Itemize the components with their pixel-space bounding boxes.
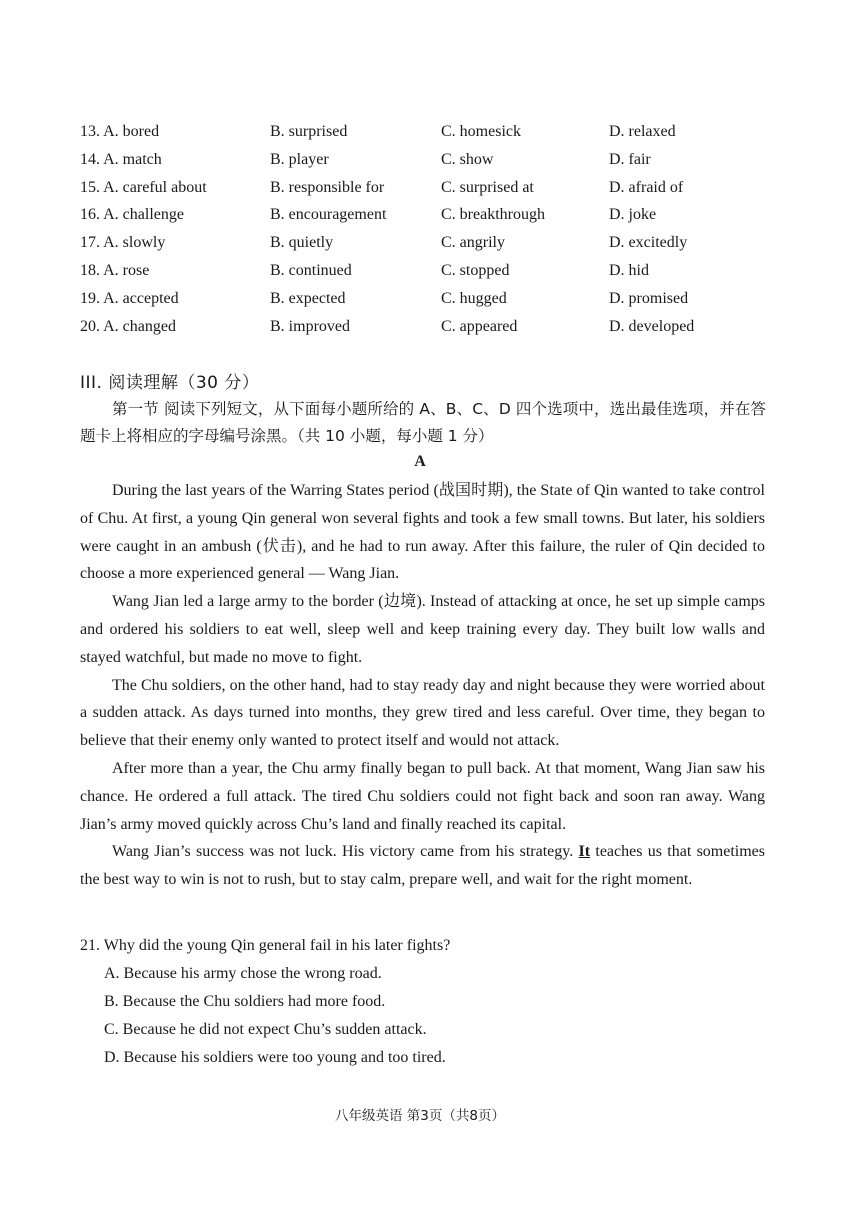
passage-paragraph-1: During the last years of the Warring States period (战国时期), the State of Qin wanted to take control of Chu. At first, a young Qin general won several fights and took a few small towns. But later, his soldiers were caught in an ambush (伏击), and he had to run away. After this failure, the ruler of Qin decided to choose a more experienced general — Wang Jian. (80, 482, 765, 583)
option-row-18 (80, 257, 800, 285)
passage-paragraph-4: After more than a year, the Chu army finally began to pull back. At that moment, Wang Jian saw his chance. He ordered a full attack. The tired Chu soldiers could not fight back and soon ran away. Wang Jian’s army moved quickly across Chu’s land and finally reached its capital. (80, 759, 765, 833)
question-21-option-a: A. Because his army chose the wrong road. (104, 965, 382, 982)
option-14-c: C. show (441, 150, 494, 168)
question-number: 15. (80, 178, 100, 196)
option-14-d: D. fair (609, 150, 651, 168)
cloze-options-grid (80, 118, 800, 340)
section-title: III. 阅读理解（30 分） (80, 373, 260, 393)
option-19-b: B. expected (270, 289, 346, 307)
option-16-a (80, 201, 184, 229)
option-17-a (80, 229, 165, 257)
paragraph-5-start: Wang Jian’s success was not luck. His victory came from his strategy. (112, 843, 579, 861)
option-text: A. rose (103, 261, 150, 279)
option-text: A. bored (103, 123, 160, 140)
option-13-d: D. relaxed (609, 123, 676, 140)
option-14-b: B. player (270, 150, 329, 168)
option-17-d: D. excitedly (609, 234, 688, 252)
passage-label: A (414, 453, 426, 470)
passage-paragraph-5 (80, 838, 765, 894)
option-19-a (80, 285, 179, 313)
option-13-a (80, 118, 159, 146)
option-row-19 (80, 285, 800, 313)
question-number: 18. (80, 261, 100, 279)
option-18-c: C. stopped (441, 261, 510, 279)
option-17-b: B. quietly (270, 234, 334, 252)
option-20-c: C. appeared (441, 317, 518, 335)
option-18-d: D. hid (609, 261, 649, 279)
question-21-stem: 21. Why did the young Qin general fail in his later fights? (80, 937, 451, 954)
option-text: A. match (103, 150, 162, 168)
passage-a (80, 477, 765, 894)
question-number: 17. (80, 234, 100, 252)
option-20-b: B. improved (270, 317, 350, 335)
option-18-a (80, 257, 149, 285)
option-row-15 (80, 174, 800, 202)
passage-paragraph-3: The Chu soldiers, on the other hand, had to stay ready day and night because they were worried about a sudden attack. As days turned into months, they grew tired and less careful. Over time, they began to believe that their enemy only wanted to protect itself and would not attack. (80, 676, 765, 750)
option-20-a (80, 313, 176, 341)
option-15-d: D. afraid of (609, 178, 684, 196)
option-19-d: D. promised (609, 289, 689, 307)
question-number: 14. (80, 150, 100, 168)
option-13-b: B. surprised (270, 123, 348, 140)
option-18-b: B. continued (270, 261, 352, 279)
paragraph-5-end: teaches us that sometimes the best way to win is not to rush, but to stay calm, prepare well, and wait for the right moment. (80, 843, 766, 889)
question-21-option-b: B. Because the Chu soldiers had more food. (104, 993, 386, 1010)
option-17-c: C. angrily (441, 234, 505, 252)
page-footer: 八年级英语 第3页（共8页） (335, 1108, 505, 1124)
option-19-c: C. hugged (441, 289, 507, 307)
question-number: 19. (80, 289, 100, 307)
question-21 (80, 932, 770, 1072)
underlined-it: It (578, 843, 591, 861)
section-instruction: 第一节 阅读下列短文，从下面每小题所给的 A、B、C、D 四个选项中，选出最佳选项，并在答题卡上将相应的字母编号涂黑。（共 10 小题，每小题 1 分） (80, 400, 766, 445)
question-number: 13. (80, 123, 100, 140)
option-15-c: C. surprised at (441, 178, 534, 196)
question-number: 20. (80, 317, 100, 335)
option-row-17 (80, 229, 800, 257)
option-20-d: D. developed (609, 317, 695, 335)
option-text: A. challenge (103, 206, 184, 224)
option-14-a (80, 146, 162, 174)
option-13-c: C. homesick (441, 123, 521, 140)
option-row-13 (80, 118, 800, 146)
question-number: 16. (80, 206, 100, 224)
option-16-b: B. encouragement (270, 206, 387, 224)
option-text: A. careful about (103, 178, 207, 196)
option-text: A. slowly (103, 234, 166, 252)
option-15-b: B. responsible for (270, 178, 385, 196)
passage-paragraph-2: Wang Jian led a large army to the border (边境). Instead of attacking at once, he set up simple camps and ordered his soldiers to eat well, sleep well and keep training every day. They built low walls and stayed watchful, but made no move to fight. (80, 593, 765, 666)
option-15-a (80, 174, 207, 202)
option-16-c: C. breakthrough (441, 206, 545, 224)
option-row-16 (80, 201, 800, 229)
question-21-option-d: D. Because his soldiers were too young and too tired. (104, 1049, 446, 1066)
question-21-option-c: C. Because he did not expect Chu’s sudden attack. (104, 1021, 427, 1038)
option-row-14 (80, 146, 800, 174)
option-text: A. changed (103, 317, 176, 335)
option-16-d: D. joke (609, 206, 657, 224)
option-text: A. accepted (103, 289, 179, 307)
option-row-20 (80, 313, 800, 341)
